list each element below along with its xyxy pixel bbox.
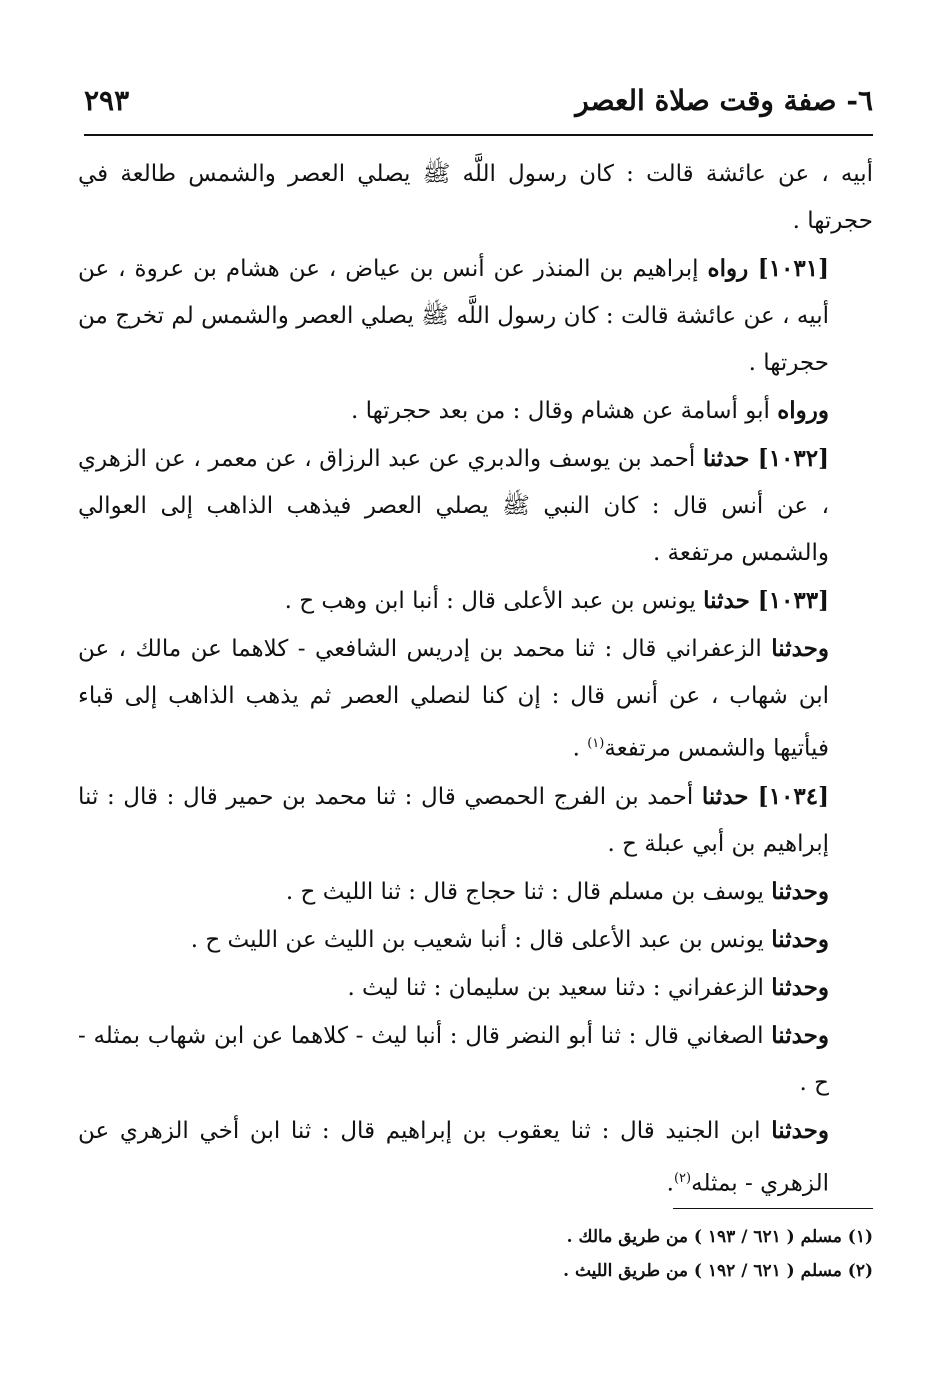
running-title: ٦- صفة وقت صلاة العصر <box>575 84 873 117</box>
paragraph <box>78 625 873 773</box>
footnote-rule <box>673 1208 873 1209</box>
footnote: (١) مسلم ( ٦٢١ / ١٩٣ ) من طريق مالك . <box>566 1227 873 1247</box>
paragraph-text: الزعفراني قال : ثنا محمد بن إدريس الشافعي - كلاهما عن مالك ، عن ابن شهاب ، عن أنس قال : إن كنا لنصلي العصر ثم يذهب الذاهب إلى قباء فيأتيها والشمس مرتفعة <box>78 636 829 762</box>
footnote: (٢) مسلم ( ٦٢١ / ١٩٢ ) من طريق الليث . <box>563 1261 873 1281</box>
paragraph-lead: ورواه <box>777 397 829 424</box>
paragraph-lead: وحدثنا <box>771 973 829 1001</box>
paragraph-text: الصغاني قال : ثنا أبو النضر قال : أنبا ليث - كلاهما عن ابن شهاب بمثله - ح . <box>78 1022 829 1096</box>
paragraph <box>78 387 873 435</box>
paragraph-text: يونس بن عبد الأعلى قال : أنبا ابن وهب ح . <box>284 588 704 614</box>
paragraph-lead: وحدثنا <box>771 877 829 905</box>
footnote-ref: (١) <box>587 736 605 751</box>
paragraph <box>78 150 873 245</box>
paragraph-lead: [١٠٣٢] حدثنا <box>702 445 829 472</box>
paragraph-lead: [١٠٣١] رواه <box>707 255 829 282</box>
paragraph-text: أبيه ، عن عائشة قالت : كان رسول اللَّه ﷺ يصلي العصر والشمس طالعة في حجرتها . <box>78 161 873 234</box>
paragraph-tail: . <box>572 735 588 762</box>
paragraph-lead: وحدثنا <box>771 1021 829 1049</box>
footnotes <box>300 1220 873 1288</box>
paragraph-tail: . <box>666 1170 674 1197</box>
paragraph-text: أحمد بن يوسف والدبري عن عبد الرزاق ، عن معمر ، عن الزهري ، عن أنس قال : كان النبي ﷺ يصلي العصر فيذهب الذاهب إلى العوالي والشمس مرتفعة . <box>78 446 829 566</box>
paragraph-lead: وحدثنا <box>771 635 829 662</box>
paragraph-text: ابن الجنيد قال : ثنا يعقوب بن إبراهيم قال : ثنا ابن أخي الزهري عن الزهري - بمثله <box>78 1117 829 1197</box>
paragraph-lead: [١٠٣٣] حدثنا <box>703 587 829 614</box>
paragraph-text: أحمد بن الفرج الحمصي قال : ثنا محمد بن حمير قال : قال : ثنا إبراهيم بن أبي عبلة ح . <box>78 783 829 857</box>
paragraph <box>78 435 873 577</box>
main-text <box>78 150 873 1207</box>
paragraph <box>78 868 873 916</box>
paragraph-text: الزعفراني : دثنا سعيد بن سليمان : ثنا ليث . <box>347 974 772 1001</box>
paragraph-text: يونس بن عبد الأعلى قال : أنبا شعيب بن الليث عن الليث ح . <box>190 926 772 953</box>
paragraph-lead: [١٠٣٤] حدثنا <box>701 782 829 810</box>
page-header <box>84 84 873 128</box>
paragraph <box>78 245 873 387</box>
paragraph-text: يوسف بن مسلم قال : ثنا حجاج قال : ثنا الليث ح . <box>285 878 772 905</box>
paragraph <box>78 577 873 625</box>
paragraph-lead: وحدثنا <box>771 925 829 953</box>
paragraph <box>78 916 873 964</box>
paragraph <box>78 773 873 868</box>
paragraph <box>78 964 873 1012</box>
header-rule <box>84 134 873 136</box>
paragraph-lead: وحدثنا <box>771 1116 829 1144</box>
footnote-ref: (٢) <box>673 1170 692 1186</box>
paragraph-text: إبراهيم بن المنذر عن أنس بن عياض ، عن هشام بن عروة ، عن أبيه ، عن عائشة قالت : كان رسول اللَّه ﷺ يصلي العصر والشمس لم تخرج من حجرتها . <box>78 256 829 376</box>
paragraph <box>78 1012 873 1107</box>
page-number: ٢٩٣ <box>84 84 130 117</box>
paragraph <box>78 1107 873 1208</box>
paragraph-text: أبو أسامة عن هشام وقال : من بعد حجرتها . <box>350 398 778 424</box>
